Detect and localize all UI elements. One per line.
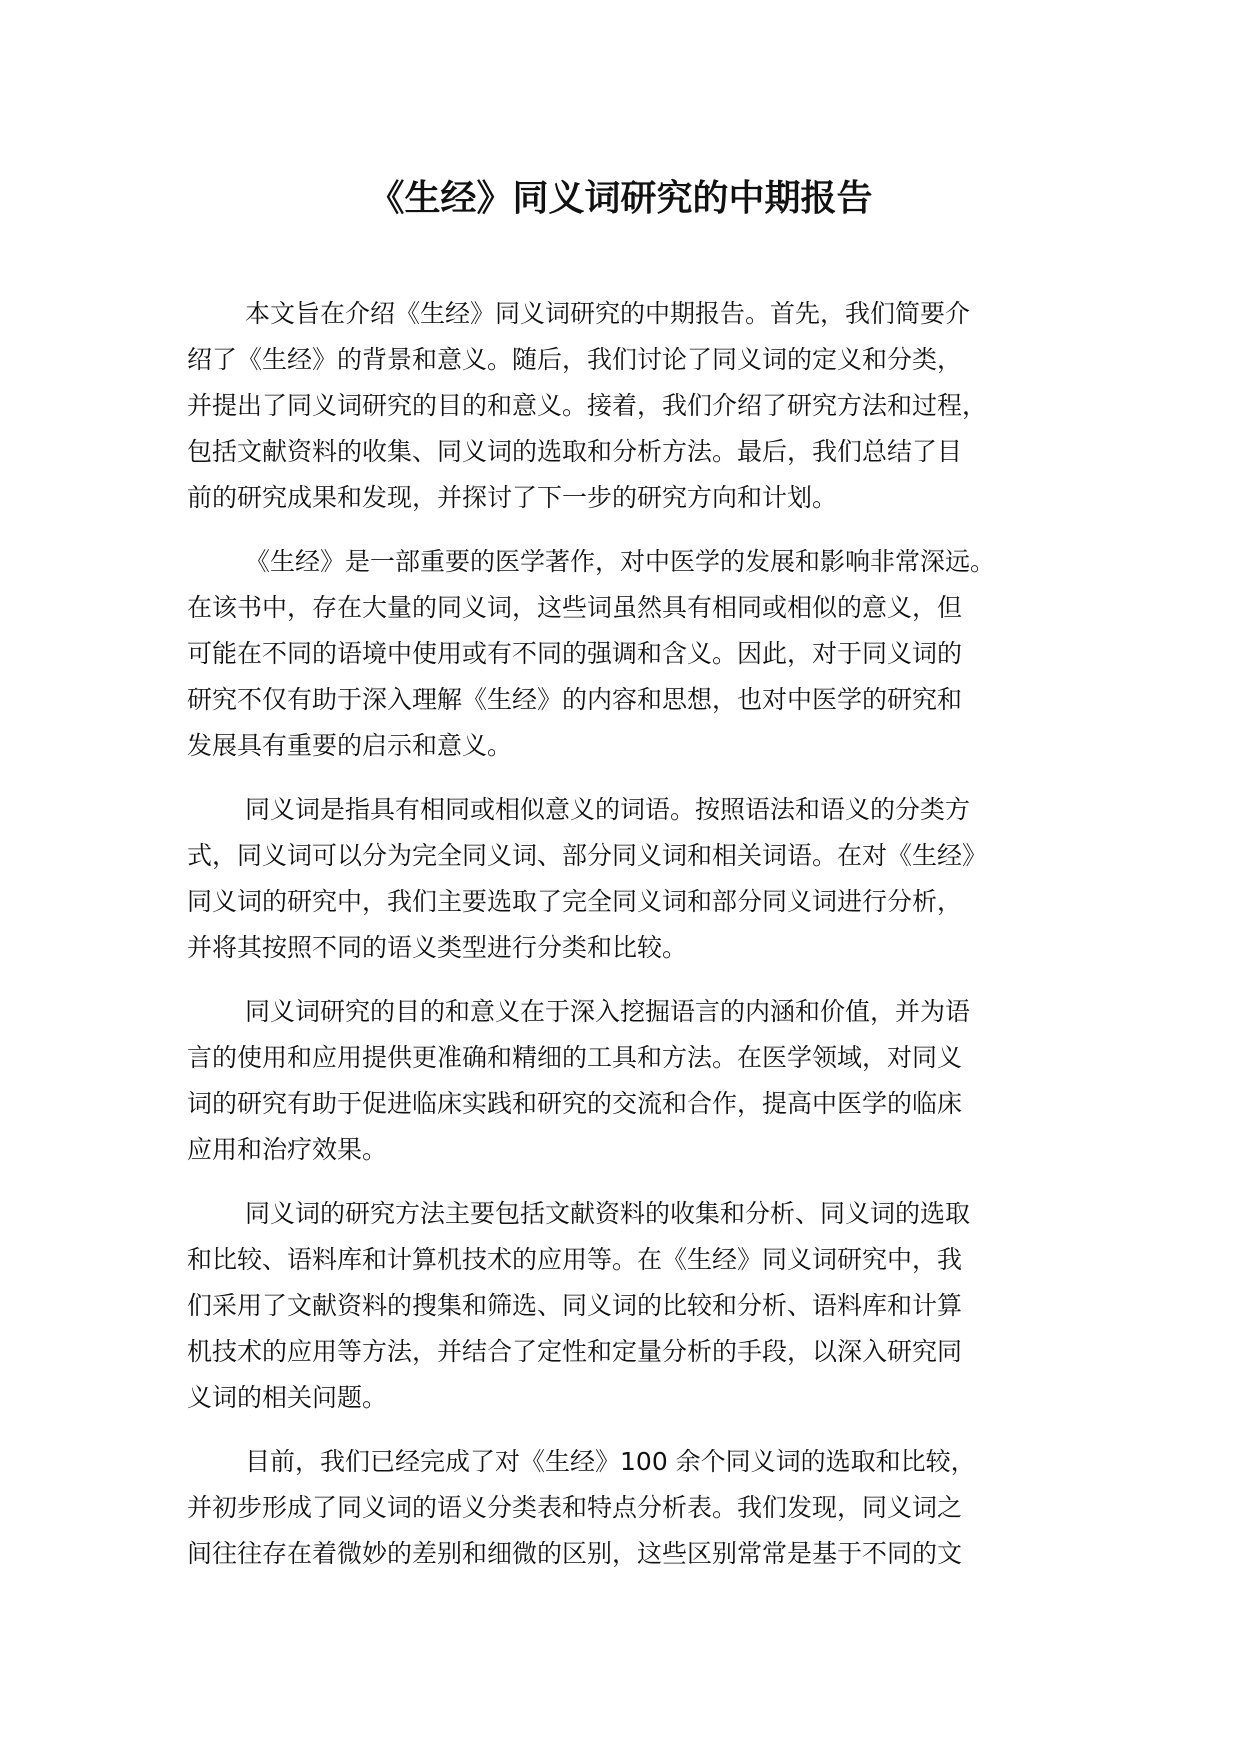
paragraph-line: 包括文献资料的收集、同义词的选取和分析方法。最后，我们总结了目 (187, 437, 963, 466)
paragraph (187, 787, 1077, 971)
paragraph (187, 1191, 1077, 1421)
paragraph-line: 言的使用和应用提供更准确和精细的工具和方法。在医学领域，对同义 (187, 1043, 963, 1072)
paragraph (187, 539, 1077, 769)
paragraph-line: 可能在不同的语境中使用或有不同的强调和含义。因此，对于同义词的 (187, 639, 963, 668)
paragraph-line: 发展具有重要的启示和意义。 (187, 731, 513, 760)
paragraph-line: 在该书中，存在大量的同义词，这些词虽然具有相同或相似的意义，但 (187, 593, 963, 622)
paragraph-line: 应用和治疗效果。 (187, 1135, 388, 1164)
paragraph-line: 研究不仅有助于深入理解《生经》的内容和思想，也对中医学的研究和 (187, 685, 963, 714)
document-body (187, 291, 1077, 1595)
paragraph-line: 同义词的研究方法主要包括文献资料的收集和分析、同义词的选取 (245, 1199, 971, 1228)
paragraph-line: 和比较、语料库和计算机技术的应用等。在《生经》同义词研究中，我 (187, 1245, 963, 1274)
paragraph-line: 间往往存在着微妙的差别和细微的区别，这些区别常常是基于不同的文 (187, 1539, 963, 1568)
paragraph-line: 同义词是指具有相同或相似意义的词语。按照语法和语义的分类方 (245, 795, 971, 824)
paragraph-line: 目前，我们已经完成了对《生经》100 余个同义词的选取和比较， (245, 1447, 976, 1476)
paragraph-line: 本文旨在介绍《生经》同义词研究的中期报告。首先，我们简要介 (245, 299, 971, 328)
paragraph-line: 并提出了同义词研究的目的和意义。接着，我们介绍了研究方法和过程， (187, 391, 988, 420)
paragraph-line: 绍了《生经》的背景和意义。随后，我们讨论了同义词的定义和分类， (187, 345, 963, 374)
paragraph-line: 机技术的应用等方法，并结合了定性和定量分析的手段，以深入研究同 (187, 1337, 963, 1366)
paragraph (187, 989, 1077, 1173)
paragraph-line: 式，同义词可以分为完全同义词、部分同义词和相关词语。在对《生经》 (187, 841, 988, 870)
paragraph-line: 并初步形成了同义词的语义分类表和特点分析表。我们发现，同义词之 (187, 1493, 963, 1522)
paragraph-line: 们采用了文献资料的搜集和筛选、同义词的比较和分析、语料库和计算 (187, 1291, 963, 1320)
paragraph-line: 《生经》是一部重要的医学著作，对中医学的发展和影响非常深远。 (245, 547, 996, 576)
paragraph-line: 同义词的研究中，我们主要选取了完全同义词和部分同义词进行分析， (187, 887, 963, 916)
paragraph-line: 并将其按照不同的语义类型进行分类和比较。 (187, 933, 688, 962)
paragraph-line: 词的研究有助于促进临床实践和研究的交流和合作，提高中医学的临床 (187, 1089, 963, 1118)
paragraph-line: 前的研究成果和发现，并探讨了下一步的研究方向和计划。 (187, 483, 838, 512)
paragraph-line: 义词的相关问题。 (187, 1383, 388, 1412)
paragraph (187, 1439, 1077, 1577)
paragraph-line: 同义词研究的目的和意义在于深入挖掘语言的内涵和价值，并为语 (245, 997, 971, 1026)
document-title: 《生经》同义词研究的中期报告 (368, 178, 873, 219)
paragraph (187, 291, 1077, 521)
